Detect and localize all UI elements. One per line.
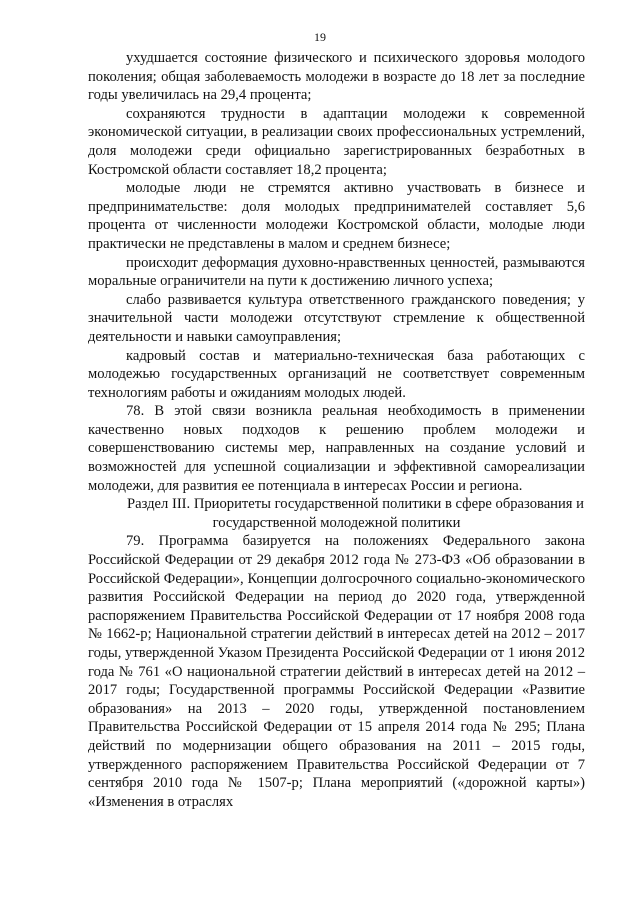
- paragraph-79: 79. Программа базируется на положениях Федерального закона Российской Федерации от 29 декабря 2012 года № 273-ФЗ «Об образовании в Российской Федерации», Концепции долгосрочного социально-экономического развития Российской Федерации на период до 2020 года, утвержденной распоряжением Правительства Российской Федерации от 17 ноября 2008 года № 1662-р; Национальной стратегии действий в интересах детей на 2012 – 2017 годы, утвержденной Указом Президента Российской Федерации от 1 июня 2012 года № 761 «О национальной стратегии действий в интересах детей на 2012 – 2017 годы; Государственной программы Российской Федерации «Развитие образования» на 2013 – 2020 годы, утвержденной постановлением Правительства Российской Федерации от 15 апреля 2014 года № 295; Плана действий по модернизации общего образования на 2011 – 2015 годы, утвержденного распоряжением Правительства Российской Федерации от 7 сентября 2010 года № 1507-р; Плана мероприятий («дорожной карты») «Изменения в отраслях: [88, 533, 585, 810]
- paragraph-civic-culture: слабо развивается культура ответственного гражданского поведения; у значительной части молодежи отсутствуют стремление к общественной деятельности и навыки самоуправления;: [88, 291, 585, 345]
- section-heading: Раздел III. Приоритеты государственной политики в сфере образования и государственной молодежной политики: [127, 496, 584, 531]
- document-body: [88, 49, 585, 811]
- paragraph-adaptation: сохраняются трудности в адаптации молодежи к современной экономической ситуации, в реализации своих профессиональных устремлений, доля молодежи среди официально зарегистрированных безработных в Костромской области составляет 18,2 процента;: [88, 105, 585, 178]
- page-number: 19: [314, 30, 326, 44]
- paragraph-78: 78. В этой связи возникла реальная необходимость в применении качественно новых подходов к решению проблем молодежи и совершенствованию системы мер, направленных на создание условий и возможностей для успешной социализации и эффективной самореализации молодежи, для развития ее потенциала в интересах России и региона.: [88, 403, 585, 494]
- paragraph-health: ухудшается состояние физического и психического здоровья молодого поколения; общая заболеваемость молодежи в возрасте до 18 лет за последние годы увеличилась на 29,4 процента;: [88, 50, 585, 104]
- paragraph-business: молодые люди не стремятся активно участвовать в бизнесе и предпринимательстве: доля молодых предпринимателей составляет 5,6 процента от численности молодежи Костромской области, молодые люди практически не представлены в малом и среднем бизнесе;: [88, 180, 585, 252]
- paragraph-values: происходит деформация духовно-нравственных ценностей, размываются моральные ограничители на пути к достижению личного успеха;: [88, 254, 585, 290]
- paragraph-staff: кадровый состав и материально-техническая база работающих с молодежью государственных организаций не соответствует современным технологиям работы и ожиданиям молодых людей.: [88, 347, 585, 401]
